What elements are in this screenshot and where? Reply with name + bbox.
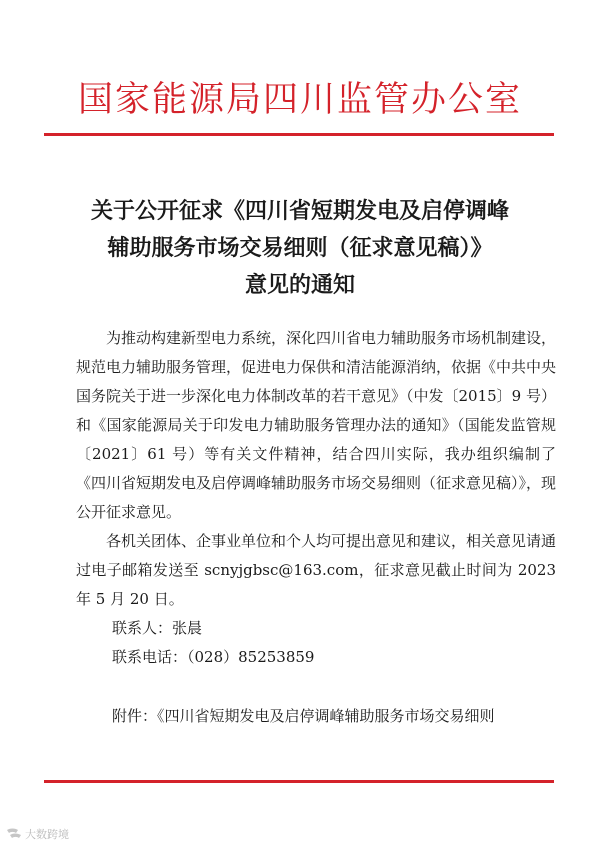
body-paragraph-1: 为推动构建新型电力系统，深化四川省电力辅助服务市场机制建设，规范电力辅助服务管理，促进电力保供和清洁能源消纳，依据《中共中央国务院关于进一步深化电力体制改革的若干意见》（中发〔2015〕9 号）和《国家能源局关于印发电力辅助服务管理办法的通知》（国能发监管规〔2021〕61 号）等有关文件精神，结合四川实际，我办组织编制了《四川省短期发电及启停调峰辅助服务市场交易细则（征求意见稿）》，现公开征求意见。: [76, 329, 557, 521]
document-title: [40, 193, 560, 304]
title-line-1: 关于公开征求《四川省短期发电及启停调峰: [90, 198, 509, 224]
attachment-line: 附件：《四川省短期发电及启停调峰辅助服务市场交易细则: [112, 707, 495, 725]
footer-red-rule: [44, 780, 554, 783]
watermark-text: 大数跨境: [25, 828, 69, 841]
contact-person: 联系人：张晨: [112, 619, 203, 637]
title-line-3: 意见的通知: [244, 272, 355, 298]
body-paragraph-2: 各机关团体、企事业单位和个人均可提出意见和建议，相关意见请通过电子邮箱发送至 scnyjgbsc@163.com，征求意见截止时间为 2023 年 5 月 20 日。: [76, 532, 557, 608]
header-red-rule: [44, 133, 554, 136]
brand-logo-icon: [6, 827, 22, 841]
document-body: [76, 324, 556, 614]
watermark: [6, 826, 69, 842]
title-line-2: 辅助服务市场交易细则（征求意见稿）》: [107, 235, 493, 261]
contact-phone: 联系电话：（028）85253859: [112, 648, 315, 666]
issuer-header: 国家能源局四川监管办公室: [77, 80, 522, 120]
